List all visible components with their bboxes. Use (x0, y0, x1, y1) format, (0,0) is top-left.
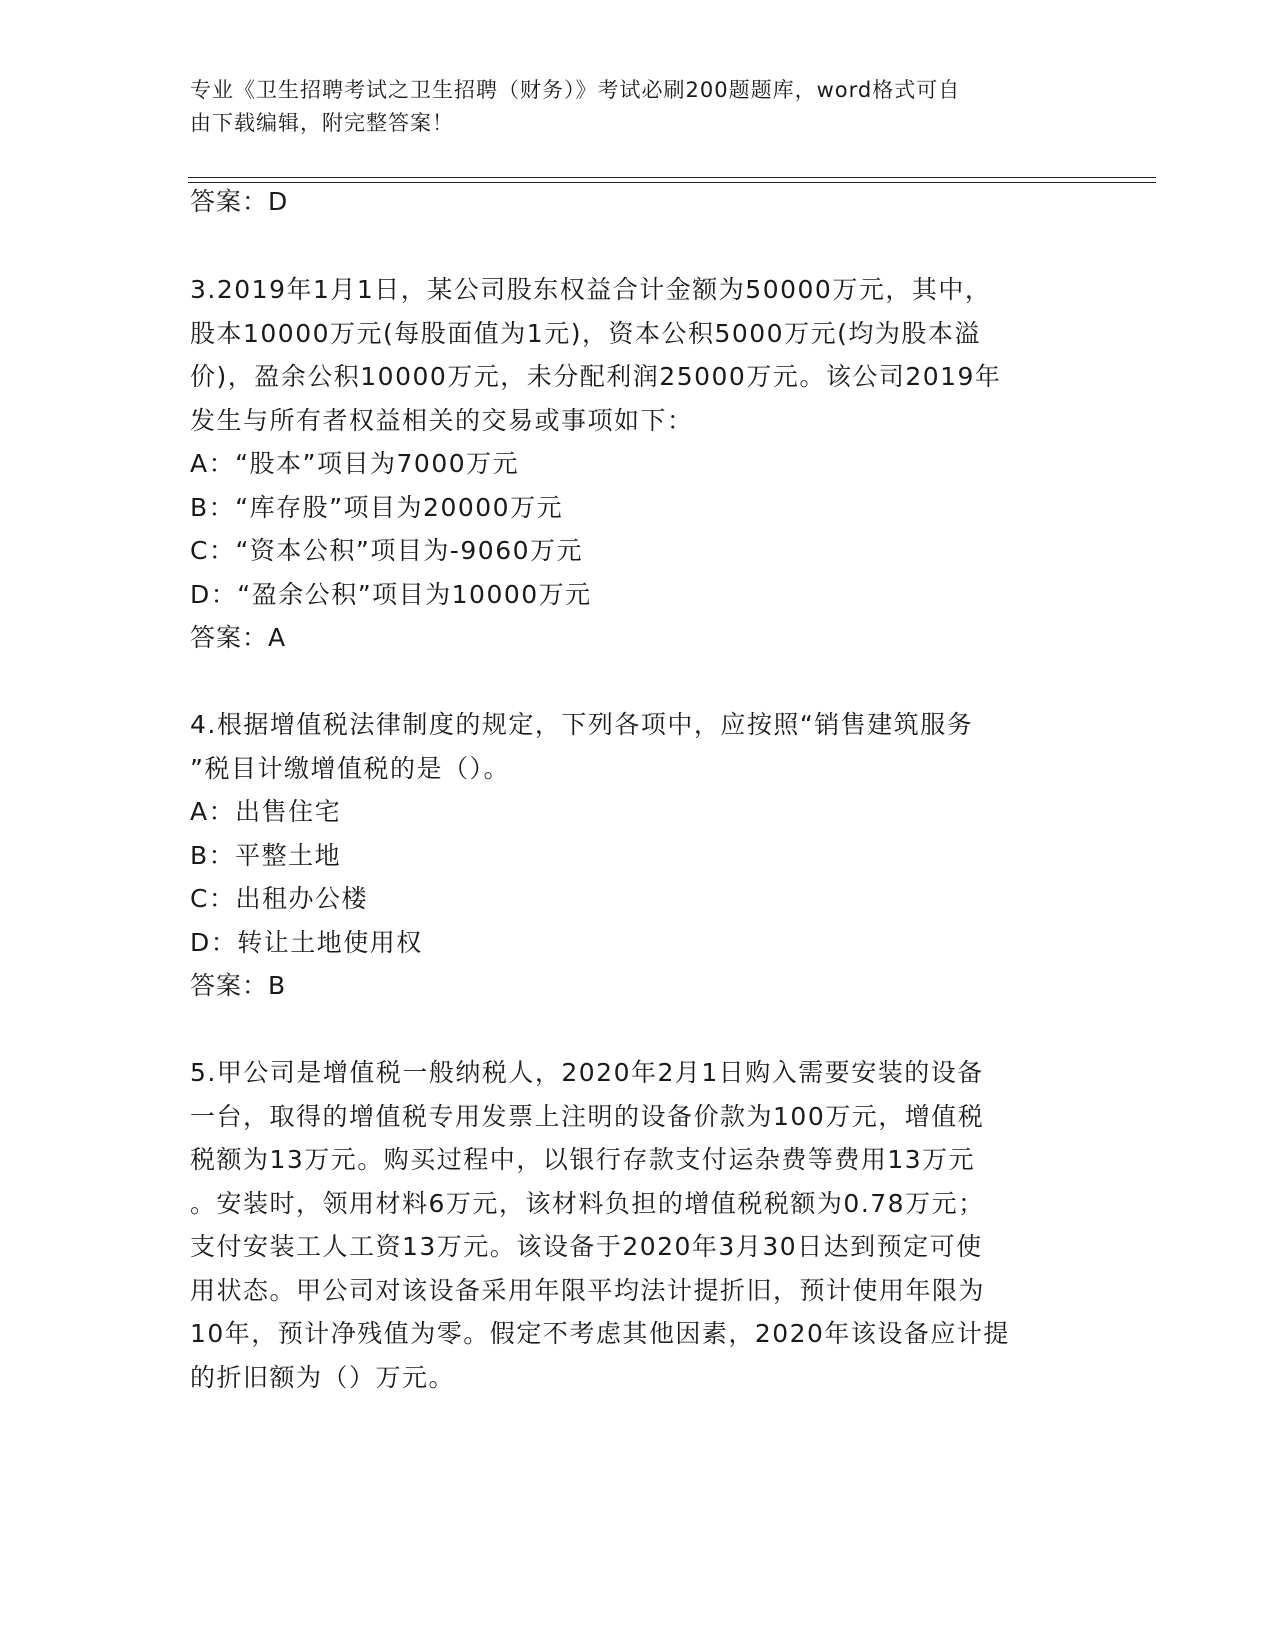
q3-option-c: C：“资本公积”项目为-9060万元 (190, 536, 584, 565)
header-line-1: 专业《卫生招聘考试之卫生招聘（财务）》考试必刷200题题库，word格式可自 (190, 78, 961, 102)
q4-option-b: B：平整土地 (190, 841, 342, 870)
q4-text-line-1: 4.根据增值税法律制度的规定，下列各项中，应按照“销售建筑服务 (190, 710, 974, 739)
header-line-2: 由下载编辑，附完整答案！ (190, 111, 454, 135)
q4-text-line-2: ”税目计缴增值税的是（）。 (190, 754, 510, 783)
q5-text-line-6: 用状态。甲公司对该设备采用年限平均法计提折旧，预计使用年限为 (190, 1276, 986, 1305)
header-divider-top (188, 177, 1156, 178)
previous-answer: 答案：D (190, 187, 289, 216)
q3-answer: 答案：A (190, 623, 287, 652)
q5-text-line-7: 10年，预计净残值为零。假定不考虑其他因素，2020年该设备应计提 (190, 1319, 1010, 1348)
q3-text-line-3: 价)，盈余公积10000万元，未分配利润25000万元。该公司2019年 (190, 362, 1002, 391)
q3-text-line-1: 3.2019年1月1日，某公司股东权益合计金额为50000万元，其中， (190, 275, 992, 304)
document-header (190, 74, 1070, 140)
q3-option-a: A：“股本”项目为7000万元 (190, 449, 520, 478)
q5-text-line-1: 5.甲公司是增值税一般纳税人，2020年2月1日购入需要安装的设备 (190, 1058, 984, 1087)
q5-text-line-5: 支付安装工人工资13万元。该设备于2020年3月30日达到预定可使 (190, 1232, 983, 1261)
q5-text-line-2: 一台，取得的增值税专用发票上注明的设备价款为100万元，增值税 (190, 1102, 985, 1131)
header-divider-bottom (188, 182, 1156, 183)
q3-text-line-4: 发生与所有者权益相关的交易或事项如下： (190, 406, 694, 435)
q4-option-d: D：转让土地使用权 (190, 928, 423, 957)
q4-answer: 答案：B (190, 971, 287, 1000)
q3-option-b: B：“库存股”项目为20000万元 (190, 493, 564, 522)
q4-option-a: A：出售住宅 (190, 797, 342, 826)
q3-option-d: D：“盈余公积”项目为10000万元 (190, 580, 592, 609)
q3-text-line-2: 股本10000万元(每股面值为1元)，资本公积5000万元(均为股本溢 (190, 319, 981, 348)
q4-option-c: C：出租办公楼 (190, 884, 368, 913)
q5-text-line-8: 的折旧额为（）万元。 (190, 1363, 456, 1392)
q5-text-line-3: 税额为13万元。购买过程中，以银行存款支付运杂费等费用13万元 (190, 1145, 976, 1174)
q5-text-line-4: 。安装时，领用材料6万元，该材料负担的增值税税额为0.78万元； (190, 1189, 985, 1218)
